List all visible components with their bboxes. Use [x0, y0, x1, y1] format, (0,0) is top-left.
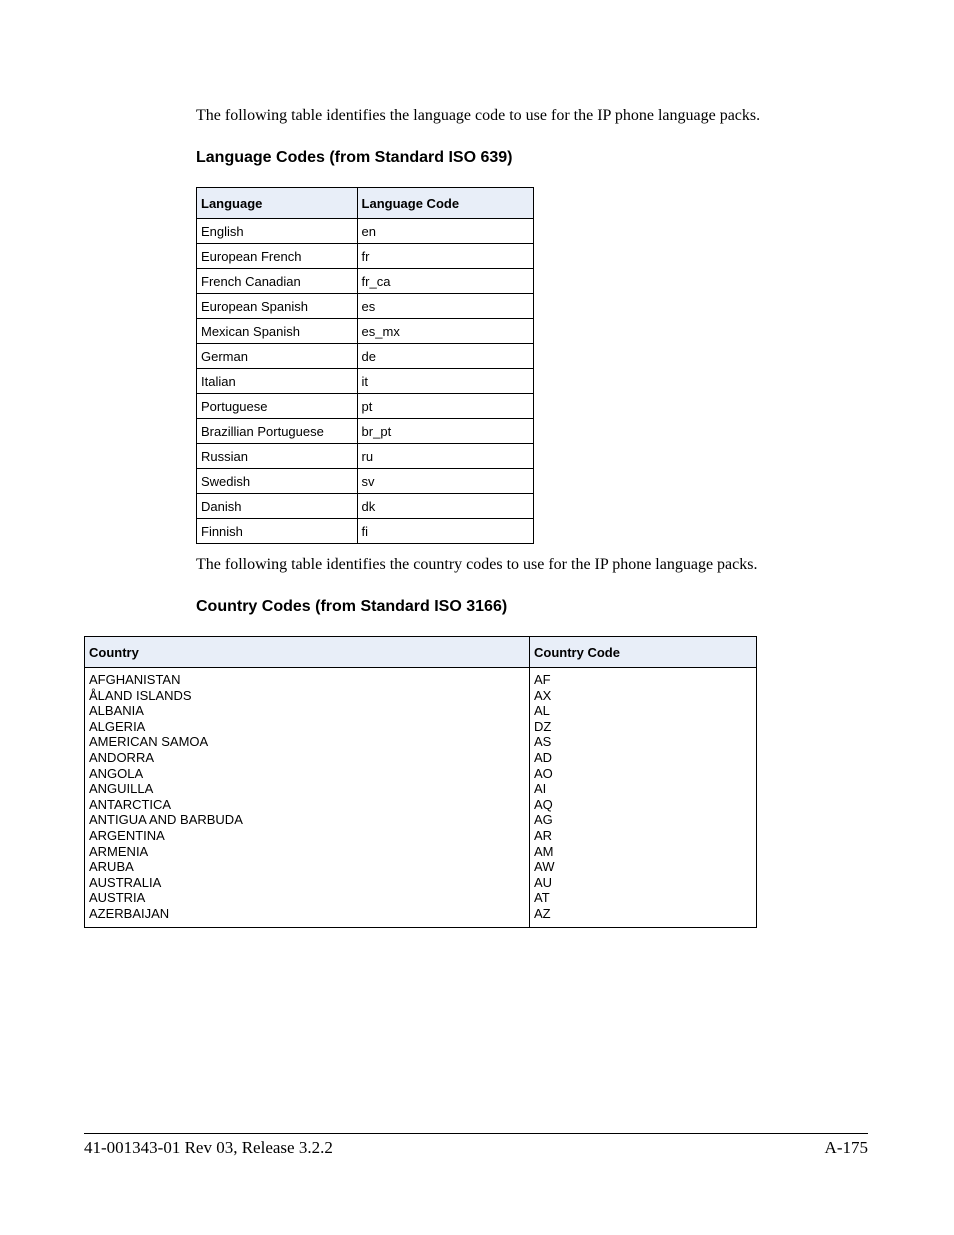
table-row	[197, 394, 534, 419]
table-row	[197, 219, 534, 244]
country-code: AU	[534, 874, 553, 890]
country-code: AR	[534, 827, 553, 843]
table-row	[197, 269, 534, 294]
country-code: AQ	[534, 796, 553, 812]
language-name-cell: German	[197, 344, 358, 369]
table-row	[197, 519, 534, 544]
country-name: ANTARCTICA	[89, 796, 172, 812]
country-code: AW	[534, 859, 555, 875]
table-row	[197, 344, 534, 369]
country-codes-heading: Country Codes (from Standard ISO 3166)	[196, 598, 508, 615]
language-name-cell: Portuguese	[197, 394, 358, 419]
language-code-cell: pt	[357, 394, 533, 419]
language-code-cell: ru	[357, 444, 533, 469]
country-name: ALBANIA	[89, 703, 144, 719]
country-code: AO	[534, 765, 553, 781]
country-code: AG	[534, 812, 553, 828]
table-row	[85, 668, 757, 928]
country-code: AZ	[534, 905, 551, 921]
country-name: ARMENIA	[89, 843, 149, 859]
country-name: ARGENTINA	[89, 827, 165, 843]
column-header-language: Language	[197, 188, 358, 219]
country-code: AT	[534, 890, 550, 906]
country-name: AUSTRALIA	[89, 874, 162, 890]
language-code-cell: es_mx	[357, 319, 533, 344]
country-code: AL	[534, 703, 550, 719]
country-name: ANTIGUA AND BARBUDA	[89, 812, 243, 828]
language-name-cell: Italian	[197, 369, 358, 394]
country-code: DZ	[534, 718, 552, 734]
document-revision: 41-001343-01 Rev 03, Release 3.2.2	[84, 1138, 333, 1157]
language-code-cell: es	[357, 294, 533, 319]
language-code-cell: fr	[357, 244, 533, 269]
language-code-cell: fr_ca	[357, 269, 533, 294]
table-header-row	[85, 637, 757, 668]
country-code: AS	[534, 734, 552, 750]
column-header-country: Country	[85, 637, 530, 668]
country-code: AD	[534, 749, 553, 765]
country-name: AZERBAIJAN	[89, 905, 170, 921]
country-code: AI	[534, 781, 547, 797]
language-name-cell: Russian	[197, 444, 358, 469]
language-name-cell: Danish	[197, 494, 358, 519]
language-codes-heading: Language Codes (from Standard ISO 639)	[196, 149, 513, 166]
table-row	[197, 494, 534, 519]
language-code-cell: fi	[357, 519, 533, 544]
table-row	[197, 319, 534, 344]
country-name: ARUBA	[89, 859, 134, 875]
table-row	[197, 444, 534, 469]
column-header-country-code: Country Code	[530, 637, 757, 668]
country-code-list-cell	[530, 668, 757, 928]
page-number: A-175	[824, 1138, 868, 1157]
footer-divider	[84, 1133, 868, 1134]
table-row	[197, 244, 534, 269]
language-name-cell: English	[197, 219, 358, 244]
country-list-cell	[85, 668, 530, 928]
table-row	[197, 469, 534, 494]
language-code-cell: de	[357, 344, 533, 369]
language-name-cell: Mexican Spanish	[197, 319, 358, 344]
country-code: AF	[534, 672, 551, 687]
country-name: ALGERIA	[89, 718, 146, 734]
language-codes-table	[196, 187, 534, 544]
country-name: ANGUILLA	[89, 781, 154, 797]
table-row	[197, 369, 534, 394]
country-name: ANGOLA	[89, 765, 144, 781]
language-code-cell: br_pt	[357, 419, 533, 444]
language-code-cell: sv	[357, 469, 533, 494]
language-name-cell: European French	[197, 244, 358, 269]
language-code-cell: en	[357, 219, 533, 244]
language-code-cell: dk	[357, 494, 533, 519]
country-code: AX	[534, 687, 552, 703]
column-header-language-code: Language Code	[357, 188, 533, 219]
country-code: AM	[534, 843, 554, 859]
language-name-cell: Brazillian Portuguese	[197, 419, 358, 444]
intro-paragraph-language: The following table identifies the language code to use for the IP phone language packs.	[196, 107, 761, 124]
country-name: AMERICAN SAMOA	[89, 734, 209, 750]
table-row	[197, 294, 534, 319]
language-name-cell: Swedish	[197, 469, 358, 494]
country-name: ANDORRA	[89, 749, 155, 765]
country-name: AFGHANISTAN	[89, 672, 181, 687]
intro-paragraph-country: The following table identifies the country codes to use for the IP phone language packs.	[196, 556, 758, 573]
country-name: ÅLAND ISLANDS	[89, 687, 192, 703]
table-row	[197, 419, 534, 444]
language-code-cell: it	[357, 369, 533, 394]
table-header-row	[197, 188, 534, 219]
language-name-cell: European Spanish	[197, 294, 358, 319]
country-codes-table	[84, 636, 757, 928]
country-name: AUSTRIA	[89, 890, 146, 906]
language-name-cell: French Canadian	[197, 269, 358, 294]
language-name-cell: Finnish	[197, 519, 358, 544]
